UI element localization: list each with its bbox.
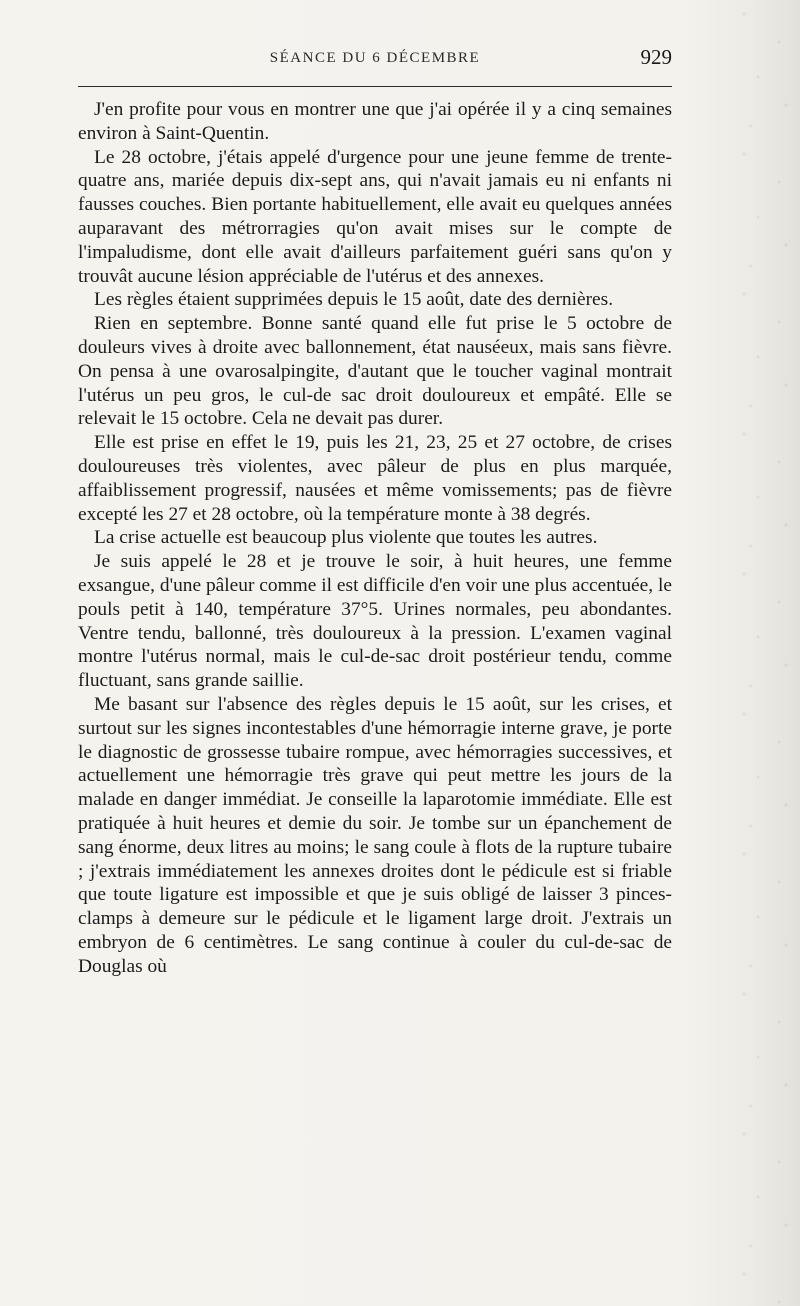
page-header xyxy=(78,40,672,80)
paragraph: Elle est prise en effet le 19, puis les 21, 23, 25 et 27 octobre, de crises douloureuses très violentes, avec pâleur de plus en plus marquée, affaiblissement progressif, nausées et même vomissements; pas de fièvre excepté les 27 et 28 octobre, où la température monte à 38 degrés. xyxy=(78,432,672,525)
paragraph: La crise actuelle est beaucoup plus violente que toutes les autres. xyxy=(94,527,598,549)
paragraph: Le 28 octobre, j'étais appelé d'urgence pour une jeune femme de trente-quatre ans, mariée depuis dix-sept ans, qui n'avait jamais eu ni enfants ni fausses couches. Bien portante habituellement, elle avait eu quelques années auparavant des métrorragies qu'on avait mises sur le compte de l'impaludisme, dont elle avait d'ailleurs parfaitement guéri sans qu'on y trouvât aucune lésion appréciable de l'utérus et des annexes. xyxy=(78,146,672,287)
running-head: SÉANCE DU 6 DÉCEMBRE xyxy=(269,50,481,66)
paragraph: Rien en septembre. Bonne santé quand elle fut prise le 5 octobre de douleurs vives à droite avec ballonnement, état nauséeux, mais sans fièvre. On pensa à une ovarosalpingite, d'autant que le toucher vaginal montrait l'utérus un peu gros, le cul-de sac droit douloureux et empâté. Elle se relevait le 15 octobre. Cela ne devait pas durer. xyxy=(78,313,672,430)
page-number: 929 xyxy=(640,45,672,69)
paragraph: J'en profite pour vous en montrer une que j'ai opérée il y a cinq semaines environ à Saint-Quentin. xyxy=(78,99,672,144)
paragraph: Les règles étaient supprimées depuis le 15 août, date des dernières. xyxy=(94,289,614,311)
body-text xyxy=(78,98,672,978)
header-rule xyxy=(78,86,672,87)
paragraph: Je suis appelé le 28 et je trouve le soir, à huit heures, une femme exsangue, d'une pâleur comme il est difficile d'en voir une plus accentuée, le pouls petit à 140, température 37°5. Urines normales, peu abondantes. Ventre tendu, ballonné, très douloureux à la pression. L'examen vaginal montre l'utérus normal, mais le cul-de-sac droit postérieur tendu, comme fluctuant, sans grande saillie. xyxy=(78,551,672,692)
paragraph: Me basant sur l'absence des règles depuis le 15 août, sur les crises, et surtout sur les signes incontestables d'une hémorragie interne grave, je porte le diagnostic de grossesse tubaire rompue, avec hémorragies successives, et actuellement une hémorragie très grave qui peut mettre les jours de la malade en danger immédiat. Je conseille la laparotomie immédiate. Elle est pratiquée à huit heures et demie du soir. Je tombe sur un épanchement de sang énorme, deux litres au moins; le sang coule à flots de la rupture tubaire ; j'extrais immédiatement les annexes droites dont le pédicule est si friable que toute ligature est impossible et que je suis obligé de laisser 3 pinces-clamps à demeure sur le pédicule et le ligament large droit. J'extrais un embryon de 6 centimètres. Le sang continue à couler du cul-de-sac de Douglas où xyxy=(78,693,672,977)
scan-edge-noise xyxy=(730,0,800,1306)
